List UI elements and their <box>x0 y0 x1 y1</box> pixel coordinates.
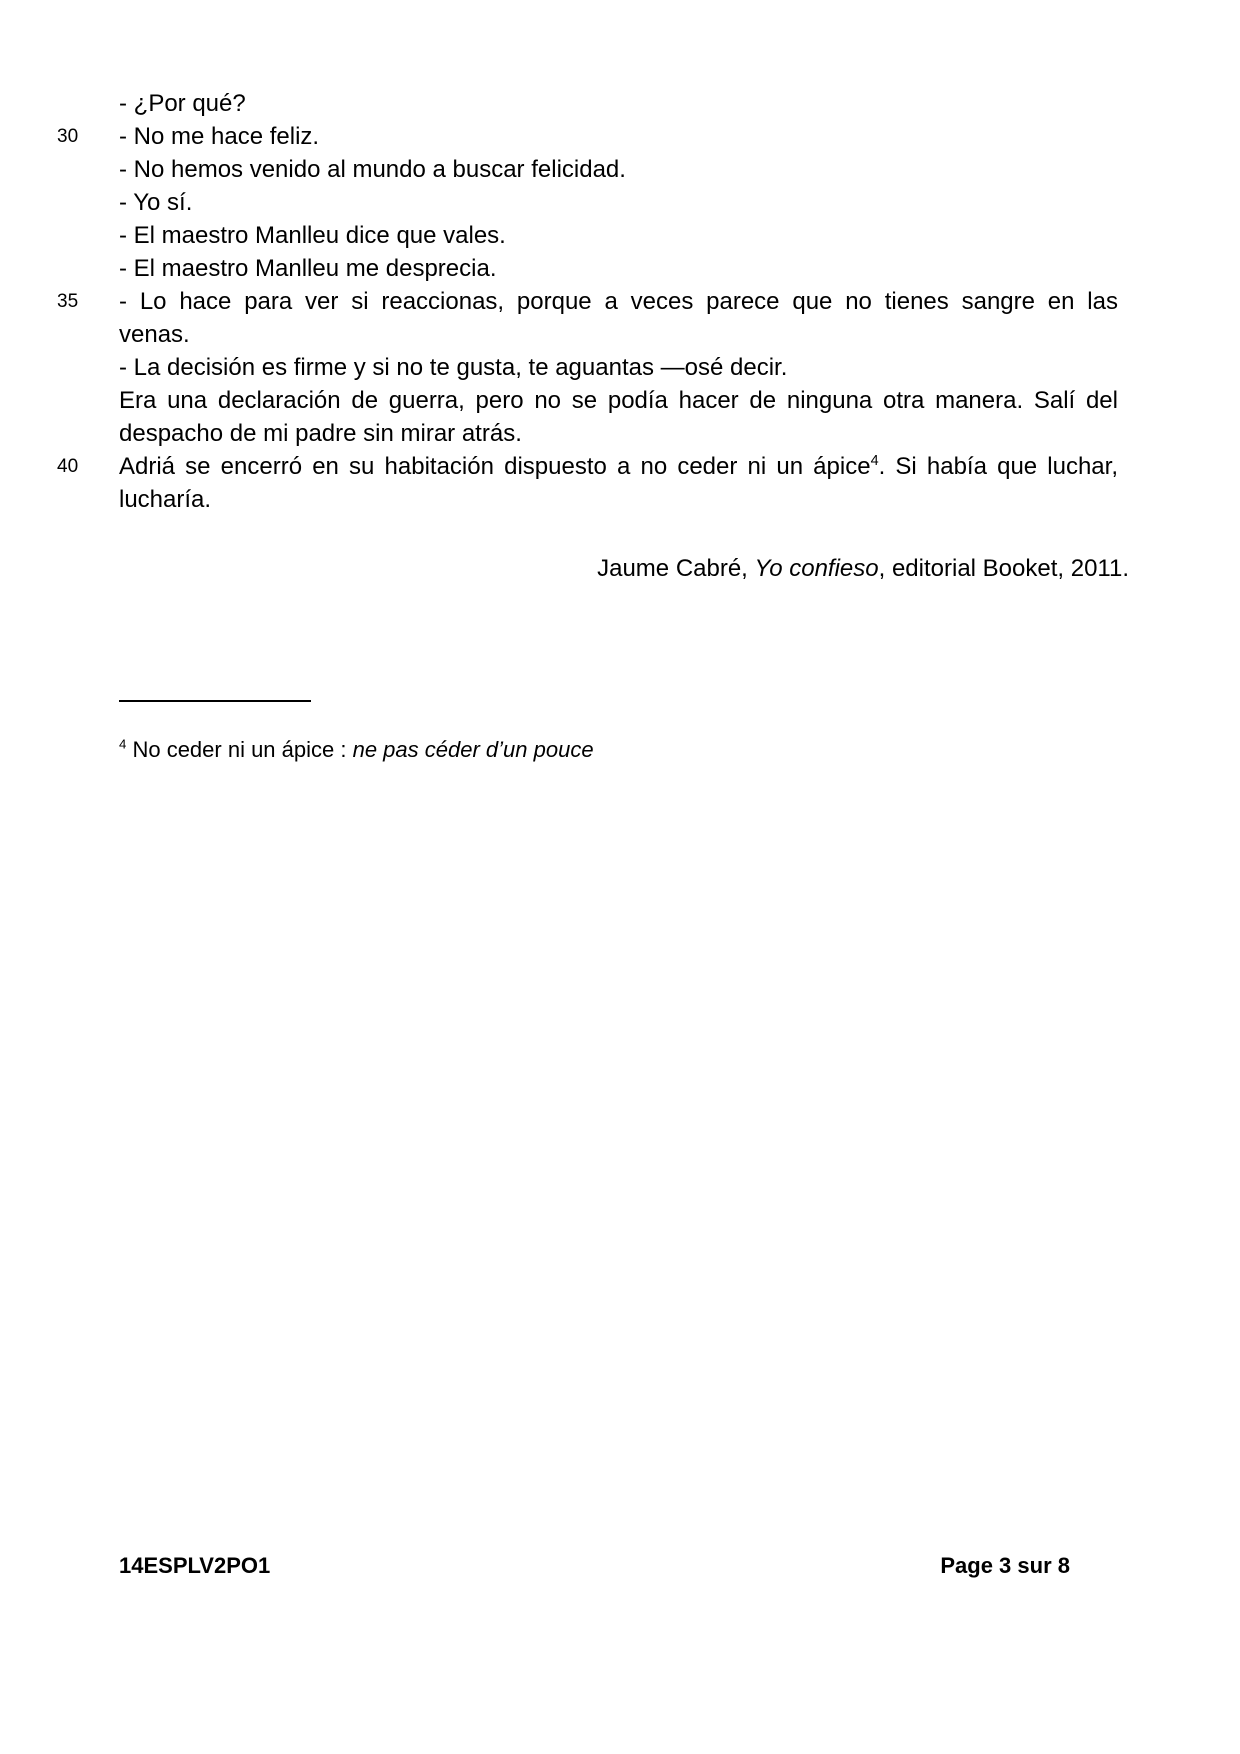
text-line <box>0 285 1240 318</box>
line-text: - El maestro Manlleu me desprecia. <box>119 255 497 282</box>
line-number: 30 <box>57 126 79 147</box>
line-text <box>119 450 1118 483</box>
line-text: - Lo hace para ver si reaccionas, porque a veces parece que no tienes sangre en las <box>119 288 1118 315</box>
text-line <box>0 252 1240 285</box>
exam-code: 14ESPLV2PO1 <box>119 1553 271 1578</box>
line-text: - Yo sí. <box>119 189 193 216</box>
line-text-start: Adriá se encerró en su habitación dispuesto a no ceder ni un ápice <box>119 453 871 480</box>
line-text: despacho de mi padre sin mirar atrás. <box>119 420 522 447</box>
line-number: 35 <box>57 291 79 312</box>
line-number: 40 <box>57 456 79 477</box>
text-line <box>0 417 1240 450</box>
footnote-separator <box>119 700 311 702</box>
text-line <box>0 450 1240 483</box>
line-text: lucharía. <box>119 486 212 513</box>
line-text: - El maestro Manlleu dice que vales. <box>119 222 506 249</box>
footnote-marker: 4 <box>119 736 127 752</box>
line-text: Era una declaración de guerra, pero no se podía hacer de ninguna otra manera. Salí del <box>119 387 1118 414</box>
text-line <box>0 318 1240 351</box>
citation-author: Jaume Cabré, <box>597 555 755 582</box>
footnote-term: No ceder ni un ápice : <box>126 737 353 762</box>
line-text: - No me hace feliz. <box>119 123 320 150</box>
text-line <box>0 483 1240 516</box>
text-line <box>0 219 1240 252</box>
citation-publisher: , editorial Booket, 2011. <box>878 555 1129 582</box>
line-text: - La decisión es firme y si no te gusta, te aguantas —osé decir. <box>119 354 788 381</box>
page-number: Page 3 sur 8 <box>940 1553 1070 1578</box>
text-line <box>0 351 1240 384</box>
footnote <box>119 735 594 765</box>
footnote-reference: 4 <box>870 453 879 469</box>
text-line <box>0 384 1240 417</box>
text-line <box>0 120 1240 153</box>
line-text-end: . Si había que luchar, <box>878 453 1118 480</box>
line-text: - ¿Por qué? <box>119 90 246 117</box>
text-line <box>0 87 1240 120</box>
source-citation <box>500 552 1129 585</box>
citation-title: Yo confieso <box>754 555 879 582</box>
text-line <box>0 186 1240 219</box>
footnote-translation: ne pas céder d’un pouce <box>352 737 594 762</box>
text-line <box>0 153 1240 186</box>
line-text: venas. <box>119 321 190 348</box>
line-text: - No hemos venido al mundo a buscar felicidad. <box>119 156 626 183</box>
